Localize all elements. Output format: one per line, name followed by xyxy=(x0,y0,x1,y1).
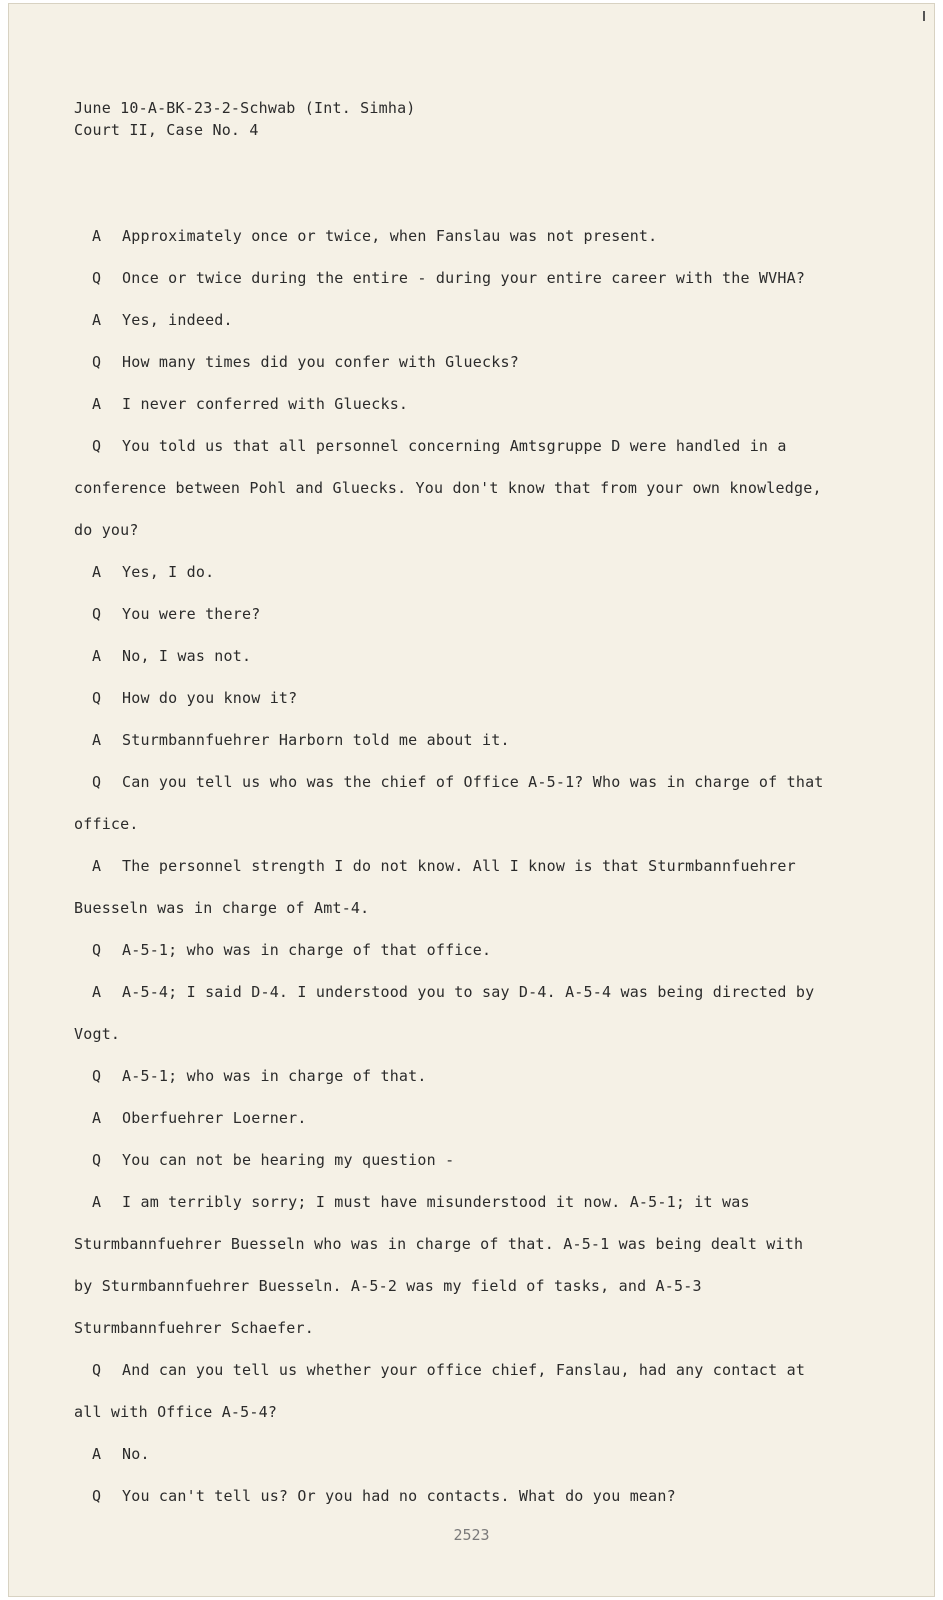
margin-mark xyxy=(923,11,925,21)
transcript-paragraph xyxy=(74,845,824,929)
speaker-label: Q xyxy=(92,941,102,959)
transcript-paragraph xyxy=(74,341,824,383)
paragraph-text: A-5-4; I said D-4. I understood you to say D-4. A-5-4 was being directed by Vogt. xyxy=(74,983,815,1043)
speaker-label: A xyxy=(92,563,102,581)
speaker-label: A xyxy=(92,983,102,1001)
transcript-paragraph xyxy=(74,215,824,257)
transcript-paragraph xyxy=(74,257,824,299)
transcript-paragraph xyxy=(74,971,824,1055)
speaker-label: A xyxy=(92,227,102,245)
paragraph-text: How do you know it? xyxy=(122,689,298,707)
paragraph-text: And can you tell us whether your office chief, Fanslau, had any contact at all with Office A-5-4? xyxy=(74,1361,806,1421)
transcript-paragraph xyxy=(74,929,824,971)
header-line-2: Court II, Case No. 4 xyxy=(74,121,259,139)
paragraph-text: A-5-1; who was in charge of that office. xyxy=(122,941,492,959)
speaker-label: Q xyxy=(92,353,102,371)
speaker-label: A xyxy=(92,857,102,875)
paragraph-text: Once or twice during the entire - during your entire career with the WVHA? xyxy=(122,269,806,287)
paragraph-text: Approximately once or twice, when Fanslau was not present. xyxy=(122,227,658,245)
transcript-body xyxy=(74,215,824,1517)
speaker-label: Q xyxy=(92,1151,102,1169)
header-line-1: June 10-A-BK-23-2-Schwab (Int. Simha) xyxy=(74,99,416,117)
document-page xyxy=(8,3,935,1597)
paragraph-text: How many times did you confer with Gluecks? xyxy=(122,353,519,371)
transcript-paragraph xyxy=(74,1349,824,1433)
speaker-label: A xyxy=(92,395,102,413)
paragraph-text: I never conferred with Gluecks. xyxy=(122,395,409,413)
paragraph-text: You can't tell us? Or you had no contacts. What do you mean? xyxy=(122,1487,676,1505)
transcript-paragraph xyxy=(74,425,824,551)
transcript-paragraph xyxy=(74,1475,824,1517)
transcript-paragraph xyxy=(74,719,824,761)
transcript-paragraph xyxy=(74,593,824,635)
transcript-paragraph xyxy=(74,299,824,341)
transcript-paragraph xyxy=(74,761,824,845)
speaker-label: A xyxy=(92,647,102,665)
speaker-label: Q xyxy=(92,605,102,623)
paragraph-text: No. xyxy=(122,1445,150,1463)
speaker-label: Q xyxy=(92,773,102,791)
page-number: 2523 xyxy=(453,1526,490,1544)
paragraph-text: Can you tell us who was the chief of Office A-5-1? Who was in charge of that office. xyxy=(74,773,824,833)
paragraph-text: You can not be hearing my question - xyxy=(122,1151,455,1169)
speaker-label: Q xyxy=(92,1487,102,1505)
paragraph-text: Oberfuehrer Loerner. xyxy=(122,1109,307,1127)
transcript-paragraph xyxy=(74,551,824,593)
speaker-label: A xyxy=(92,1109,102,1127)
transcript-paragraph xyxy=(74,1181,824,1349)
speaker-label: Q xyxy=(92,1361,102,1379)
transcript-paragraph xyxy=(74,383,824,425)
paragraph-text: I am terribly sorry; I must have misunderstood it now. A-5-1; it was Sturmbannfuehrer Buesseln who was in charge of that. A-5-1 was being dealt with by Sturmbannfuehrer Buesseln. A-5-2 was my field of tasks, and A-5-3 Sturmbannfuehrer Schaefer. xyxy=(74,1193,804,1337)
paragraph-text: A-5-1; who was in charge of that. xyxy=(122,1067,427,1085)
paragraph-text: You told us that all personnel concerning Amtsgruppe D were handled in a conference between Pohl and Gluecks. You don't know that from your own knowledge, do you? xyxy=(74,437,822,539)
document-header xyxy=(74,97,416,141)
transcript-paragraph xyxy=(74,1139,824,1181)
speaker-label: A xyxy=(92,311,102,329)
paragraph-text: Yes, I do. xyxy=(122,563,215,581)
paragraph-text: You were there? xyxy=(122,605,261,623)
transcript-paragraph xyxy=(74,1433,824,1475)
speaker-label: A xyxy=(92,1193,102,1211)
paragraph-text: Yes, indeed. xyxy=(122,311,233,329)
paragraph-text: No, I was not. xyxy=(122,647,252,665)
speaker-label: Q xyxy=(92,437,102,455)
transcript-paragraph xyxy=(74,635,824,677)
transcript-paragraph xyxy=(74,677,824,719)
paragraph-text: The personnel strength I do not know. All I know is that Sturmbannfuehrer Buesseln was in charge of Amt-4. xyxy=(74,857,796,917)
speaker-label: Q xyxy=(92,689,102,707)
transcript-paragraph xyxy=(74,1055,824,1097)
speaker-label: A xyxy=(92,731,102,749)
paragraph-text: Sturmbannfuehrer Harborn told me about it. xyxy=(122,731,510,749)
speaker-label: Q xyxy=(92,269,102,287)
speaker-label: Q xyxy=(92,1067,102,1085)
transcript-paragraph xyxy=(74,1097,824,1139)
speaker-label: A xyxy=(92,1445,102,1463)
